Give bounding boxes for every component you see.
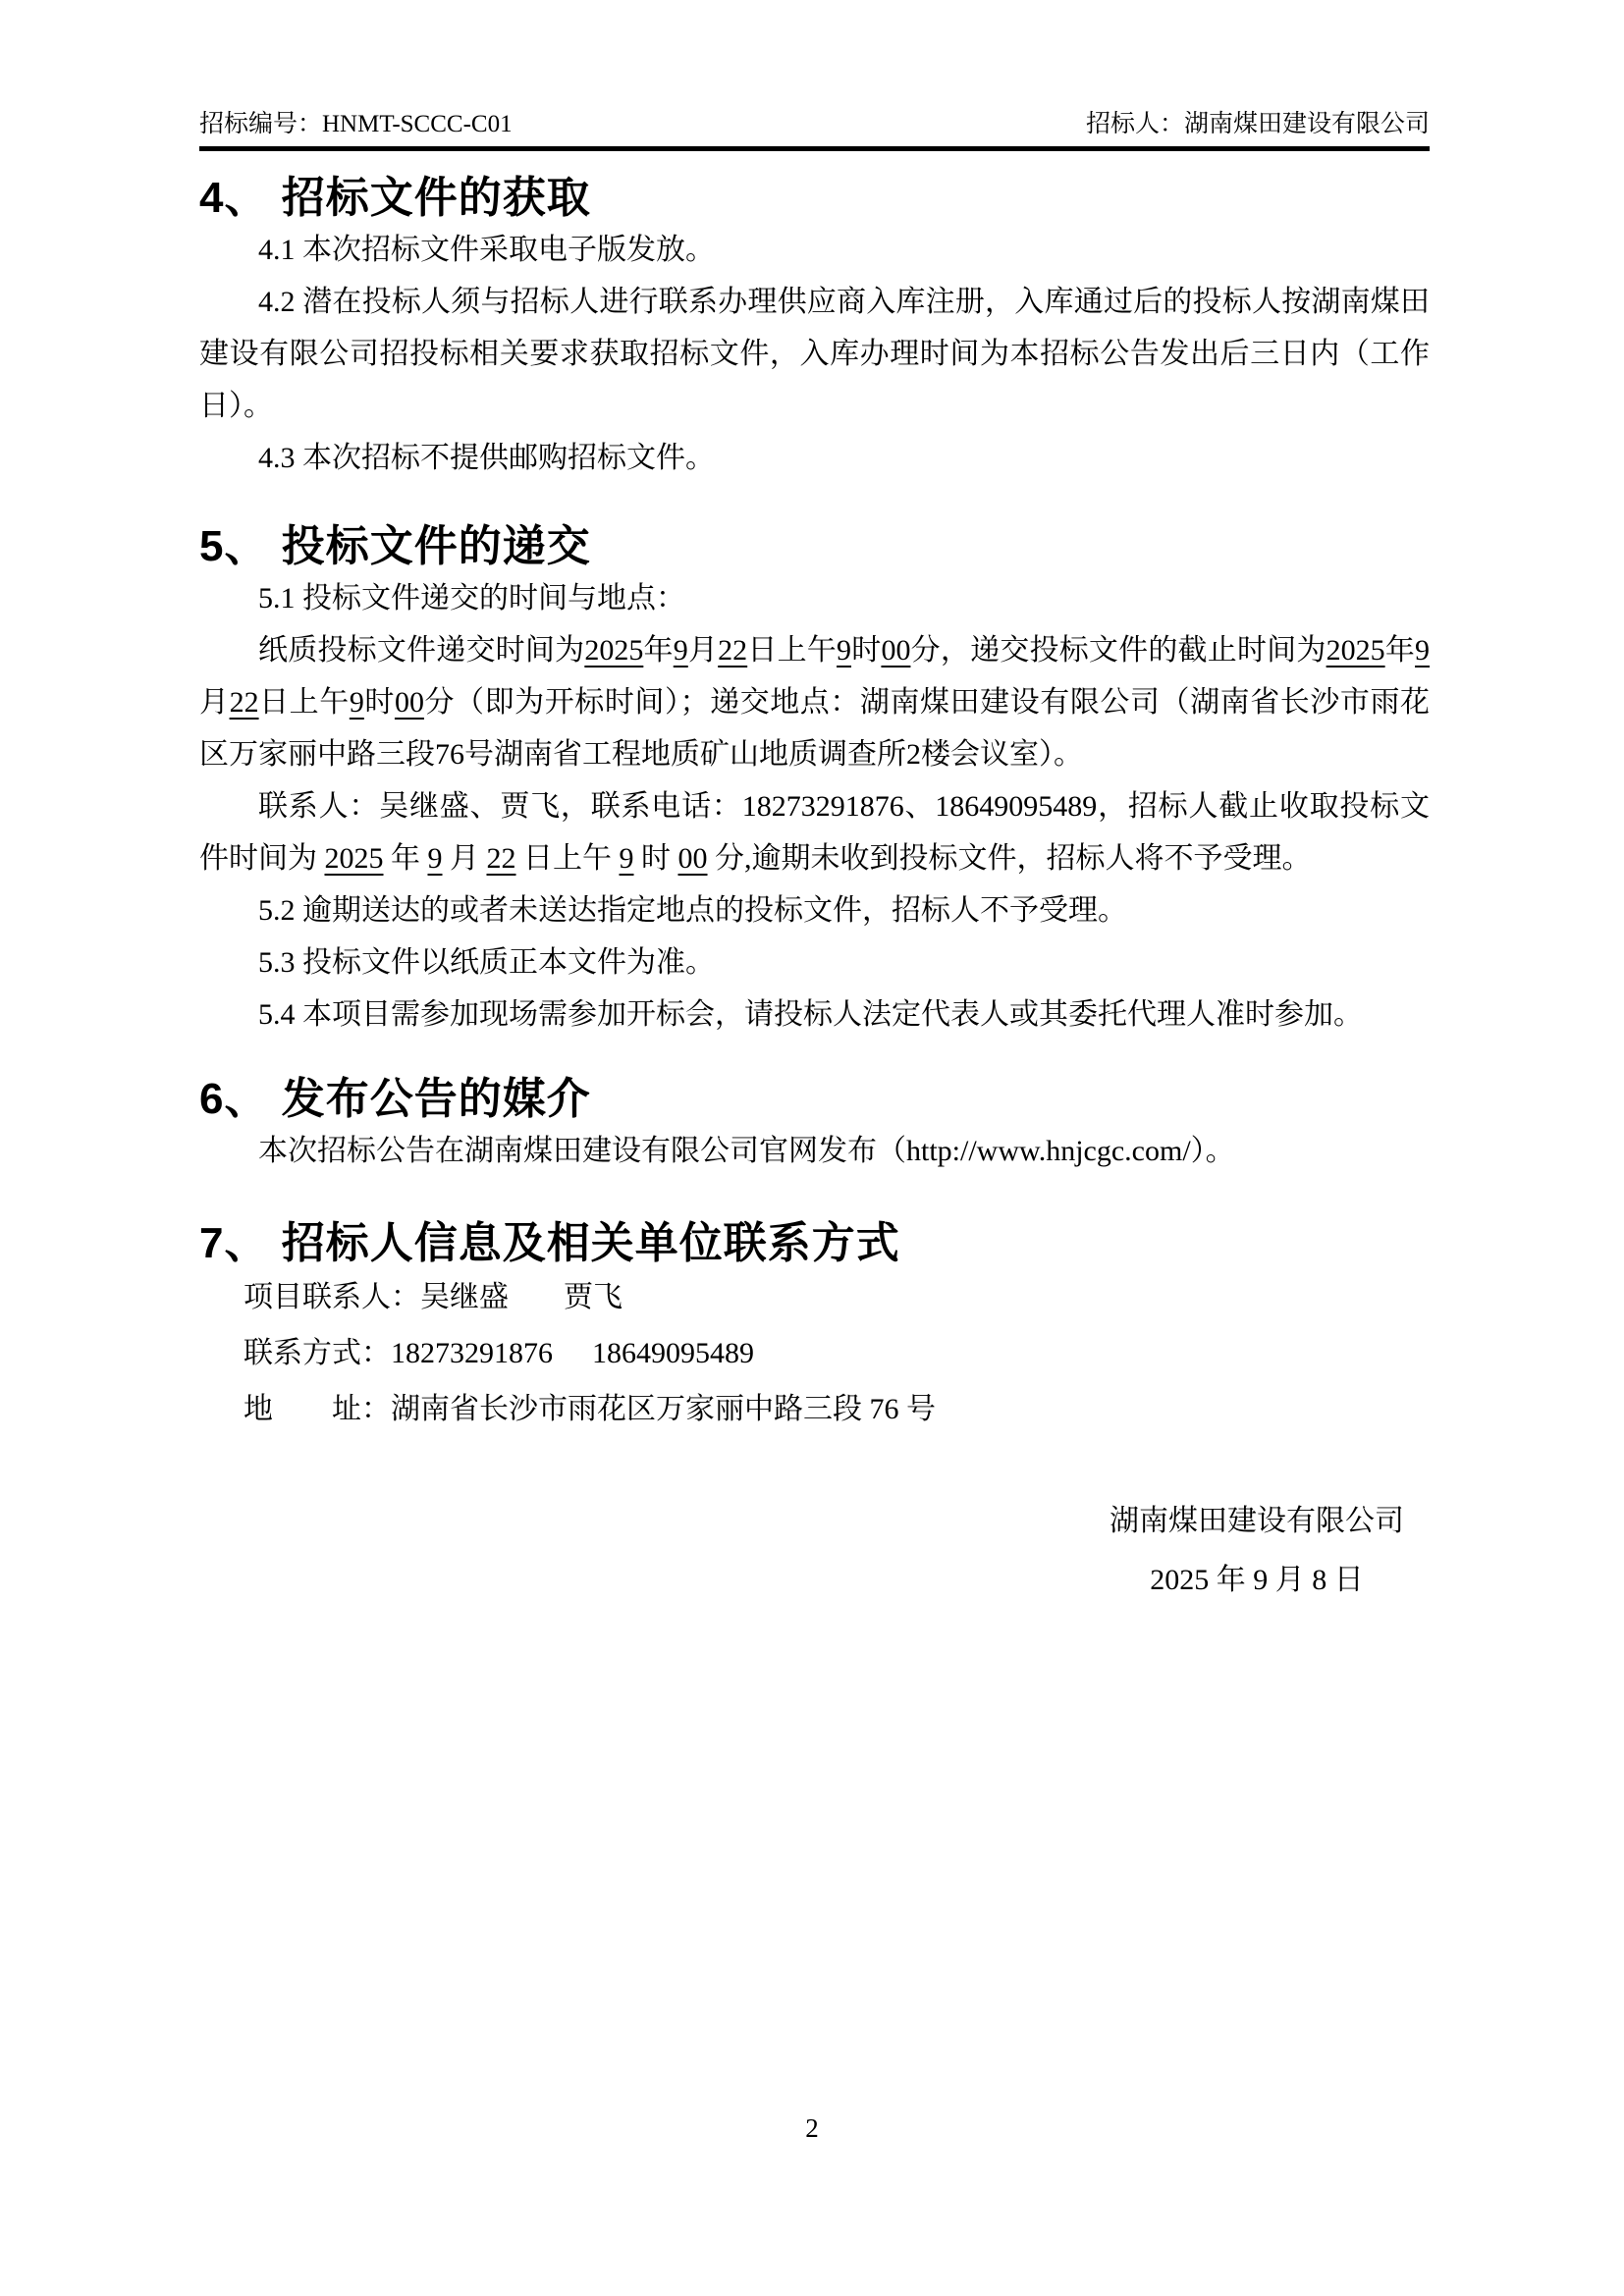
page-number: 2 bbox=[805, 2113, 819, 2143]
contact-name-1: 吴继盛 bbox=[420, 1281, 509, 1313]
section-5-paragraph-5-4: 5.4 本项目需参加现场需参加开标会，请投标人法定代表人或其委托代理人准时参加。 bbox=[258, 998, 1363, 1031]
page-content bbox=[199, 110, 1430, 1610]
section-6-title: 6、 发布公告的媒介 bbox=[199, 1075, 591, 1123]
section-5-contact-paragraph: 联系人：吴继盛、贾飞，联系电话：18273291876、18649095489，招标人截止收取投标文件时间为 2025 年 9 月 22 日上午 9 时 00 分,逾期未收到投标文件，招标人将不予受理。 bbox=[199, 790, 1430, 875]
phone-2: 18649095489 bbox=[592, 1337, 754, 1369]
signature-block bbox=[1110, 1492, 1404, 1610]
section-4-paragraph-4-2: 4.2 潜在投标人须与招标人进行联系办理供应商入库注册，入库通过后的投标人按湖南煤田建设有限公司招投标相关要求获取招标文件，入库办理时间为本招标公告发出后三日内（工作日）。 bbox=[199, 286, 1430, 422]
project-contacts-line bbox=[199, 1269, 1430, 1325]
contacts-label: 项目联系人： bbox=[244, 1281, 420, 1313]
section-5-submission-time-paragraph: 纸质投标文件递交时间为2025年9月22日上午9时00分，递交投标文件的截止时间为2025年9月22日上午9时00分（即为开标时间）；递交地点：湖南煤田建设有限公司（湖南省长沙市雨花区万家丽中路三段76号湖南省工程地质矿山地质调查所2楼会议室）。 bbox=[199, 634, 1431, 771]
section-7-title: 7、 招标人信息及相关单位联系方式 bbox=[199, 1219, 900, 1267]
section-5-title: 5、 投标文件的递交 bbox=[199, 522, 591, 570]
page-header bbox=[199, 110, 1430, 139]
signature-date: 2025 年 9 月 8 日 bbox=[1150, 1564, 1364, 1596]
section-5-paragraph-5-2: 5.2 逾期送达的或者未送达指定地点的投标文件，招标人不予受理。 bbox=[258, 894, 1127, 927]
tender-number: 招标编号：HNMT-SCCC-C01 bbox=[199, 111, 513, 137]
header-divider bbox=[199, 146, 1430, 151]
address-value: 湖南省长沙市雨花区万家丽中路三段 76 号 bbox=[391, 1393, 936, 1425]
phone-1: 18273291876 bbox=[391, 1337, 553, 1369]
section-5-paragraph-5-1: 5.1 投标文件递交的时间与地点： bbox=[258, 582, 685, 614]
section-6-paragraph: 本次招标公告在湖南煤田建设有限公司官网发布（http://www.hnjcgc.com/）。 bbox=[258, 1135, 1235, 1167]
section-4-paragraph-4-3: 4.3 本次招标不提供邮购招标文件。 bbox=[258, 442, 715, 474]
phones-label: 联系方式： bbox=[244, 1337, 391, 1369]
section-4-title: 4、 招标文件的获取 bbox=[199, 174, 591, 222]
contact-name-2: 贾飞 bbox=[564, 1281, 623, 1313]
contact-phones-line bbox=[199, 1325, 1430, 1381]
address-label: 地 址： bbox=[244, 1393, 391, 1425]
address-line bbox=[199, 1381, 1430, 1437]
section-4-paragraph-4-1: 4.1 本次招标文件采取电子版发放。 bbox=[258, 234, 715, 266]
signature-company: 湖南煤田建设有限公司 bbox=[1110, 1505, 1404, 1537]
tenderer-name: 招标人：湖南煤田建设有限公司 bbox=[1085, 111, 1430, 137]
section-5-paragraph-5-3: 5.3 投标文件以纸质正本文件为准。 bbox=[258, 946, 715, 979]
